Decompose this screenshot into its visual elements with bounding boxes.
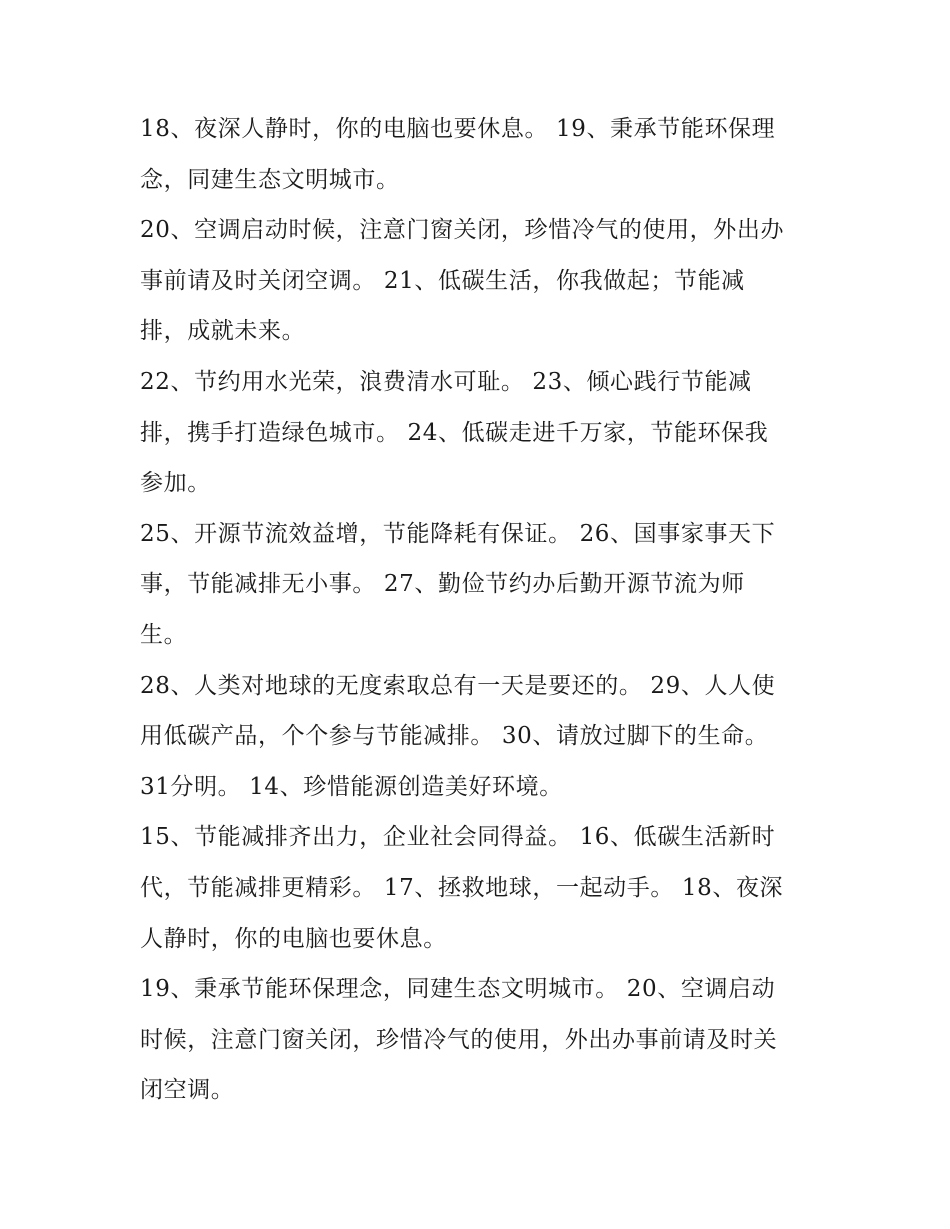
text-line: 代，节能减排更精彩。 17、拯救地球，一起动手。 18、夜深 [140, 874, 784, 901]
text-line: 时候，注意门窗关闭，珍惜冷气的使用，外出办事前请及时关 [140, 1026, 778, 1053]
document-body [140, 104, 830, 1116]
text-line: 31分明。 14、珍惜能源创造美好环境。 [140, 773, 563, 800]
text-line: 生。 [140, 621, 188, 648]
text-line: 参加。 [140, 470, 211, 497]
text-line: 排，成就未来。 [140, 318, 306, 345]
text-line: 事，节能减排无小事。 27、勤俭节约办后勤开源节流为师 [140, 571, 745, 598]
text-line: 闭空调。 [140, 1077, 235, 1104]
text-line: 用低碳产品，个个参与节能减排。 30、请放过脚下的生命。 [140, 723, 769, 750]
text-line: 15、节能减排齐出力，企业社会同得益。 16、低碳生活新时 [140, 824, 776, 851]
text-line: 28、人类对地球的无度索取总有一天是要还的。 29、人人使 [140, 672, 776, 699]
text-line: 排，携手打造绿色城市。 24、低碳走进千万家，节能环保我 [140, 419, 769, 446]
text-line: 25、开源节流效益增，节能降耗有保证。 26、国事家事天下 [140, 520, 776, 547]
text-line: 22、节约用水光荣，浪费清水可耻。 23、倾心践行节能减 [140, 368, 752, 395]
text-line: 事前请及时关闭空调。 21、低碳生活，你我做起；节能减 [140, 267, 745, 294]
text-line: 19、秉承节能环保理念，同建生态文明城市。 20、空调启动 [140, 976, 776, 1003]
text-line: 20、空调启动时候，注意门窗关闭，珍惜冷气的使用，外出办 [140, 217, 785, 244]
text-line: 18、夜深人静时，你的电脑也要休息。 19、秉承节能环保理 [140, 116, 776, 142]
text-line: 念，同建生态文明城市。 [140, 166, 400, 193]
text-line: 人静时，你的电脑也要休息。 [140, 925, 447, 952]
